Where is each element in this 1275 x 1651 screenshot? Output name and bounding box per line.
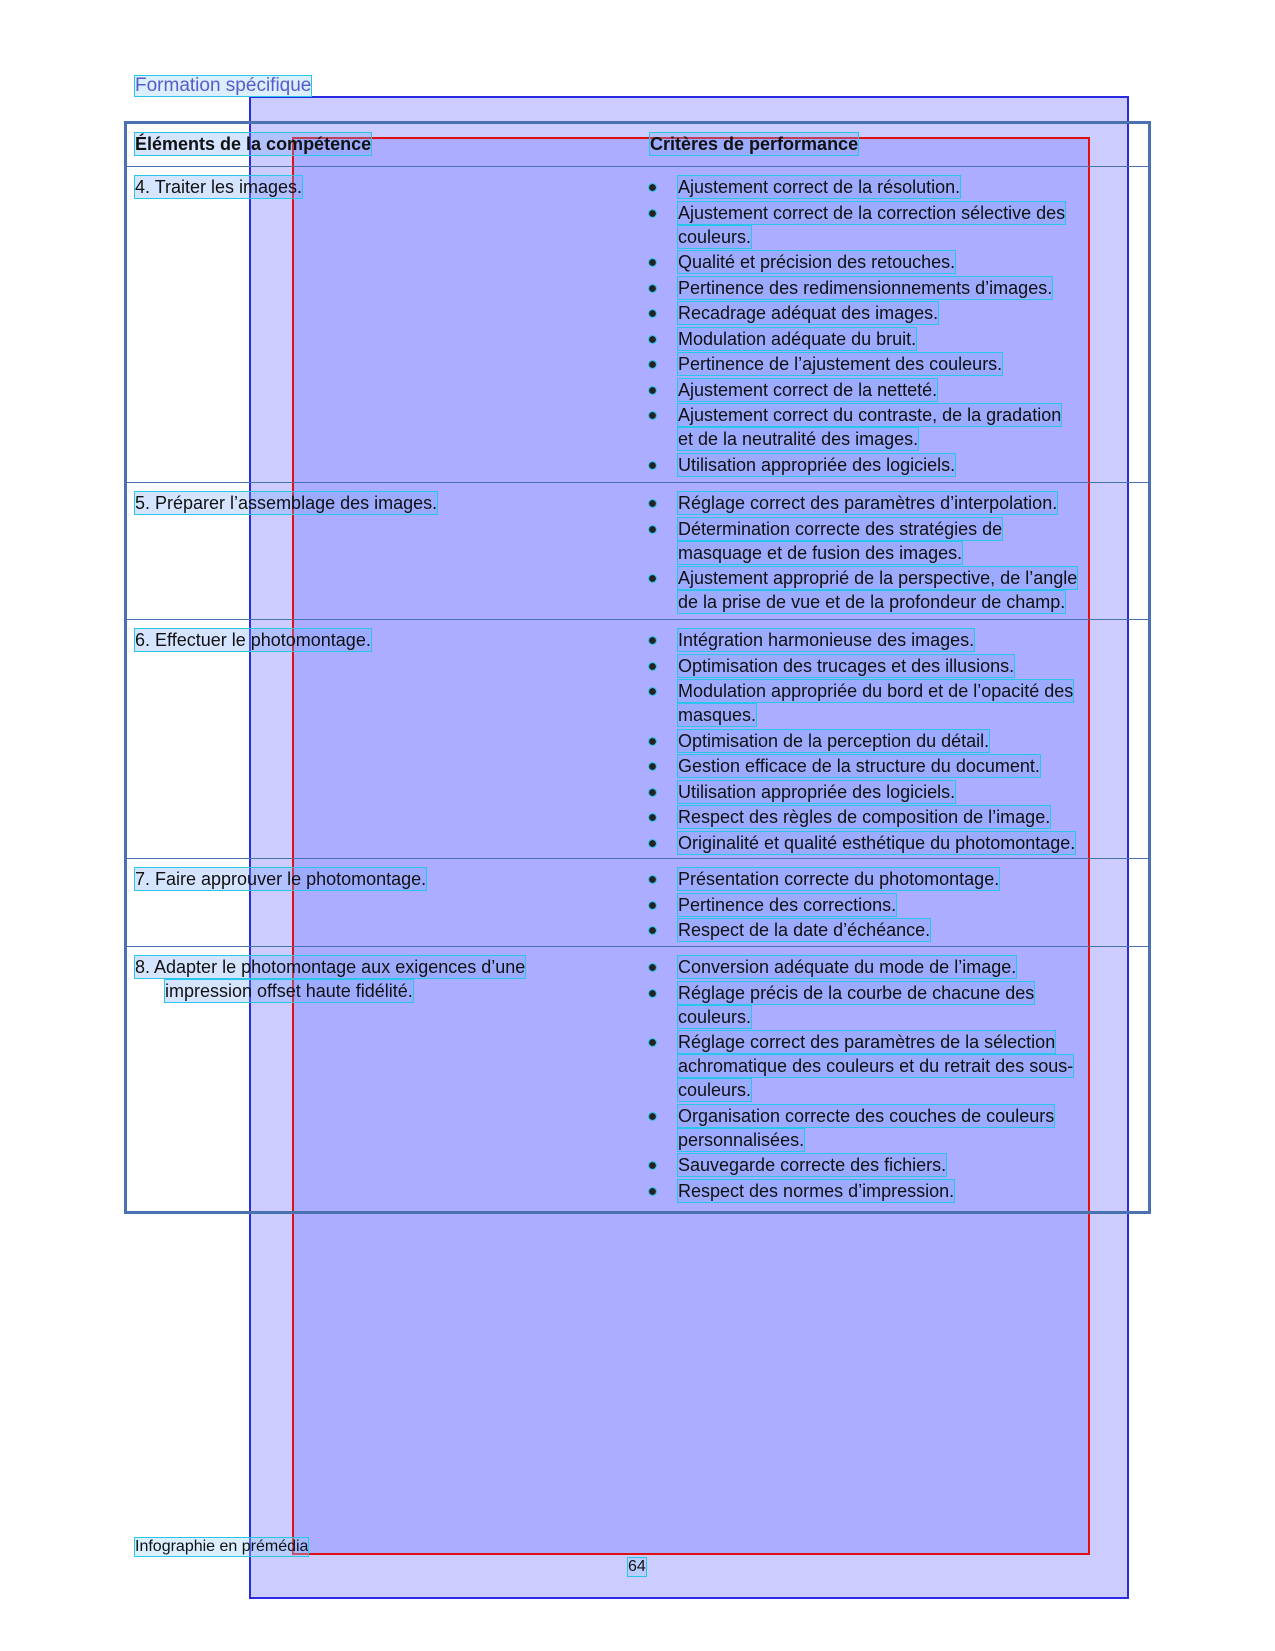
header-divider: [124, 166, 1151, 167]
competence-element: 5. Préparer l’assemblage des images.: [135, 493, 438, 513]
competence-element: 8. Adapter le photomontage aux exigences d’une: [135, 957, 526, 977]
performance-criterion: Organisation correcte des couches de couleurs: [678, 1105, 1055, 1126]
performance-criterion: Sauvegarde correcte des fichiers.: [678, 1155, 947, 1175]
bullet-icon: [649, 814, 656, 821]
bullet-icon: [649, 259, 656, 266]
bullet-icon: [649, 1039, 656, 1046]
performance-criterion: Réglage correct des paramètres de la sélection: [678, 1032, 1056, 1052]
bullet-icon: [649, 336, 656, 343]
performance-criterion: Qualité et précision des retouches.: [678, 252, 956, 272]
performance-criterion: Pertinence des redimensionnements d’images.: [678, 277, 1053, 298]
performance-criterion: couleurs.: [678, 1006, 752, 1027]
bullet-icon: [649, 738, 656, 745]
performance-criterion: Utilisation appropriée des logiciels.: [678, 454, 956, 475]
row-divider: [124, 482, 1151, 483]
bullet-icon: [649, 637, 656, 644]
competence-element: 4. Traiter les images.: [135, 177, 303, 197]
bullet-icon: [649, 310, 656, 317]
performance-criterion: Pertinence de l’ajustement des couleurs.: [678, 354, 1003, 374]
performance-criterion: Réglage correct des paramètres d’interpolation.: [678, 493, 1058, 513]
competence-element: 6. Effectuer le photomontage.: [135, 630, 371, 650]
bullet-icon: [649, 526, 656, 533]
performance-criterion: masquage et de fusion des images.: [678, 542, 963, 563]
performance-criterion: Pertinence des corrections.: [678, 894, 897, 915]
bullet-icon: [649, 876, 656, 883]
bullet-icon: [649, 763, 656, 770]
bullet-icon: [649, 927, 656, 934]
performance-criterion: Optimisation des trucages et des illusions.: [678, 655, 1015, 676]
row-divider: [124, 946, 1151, 947]
bullet-icon: [649, 285, 656, 292]
bullet-icon: [649, 184, 656, 191]
bullet-icon: [649, 1162, 656, 1169]
bullet-icon: [649, 1113, 656, 1120]
bullet-icon: [649, 500, 656, 507]
performance-criterion: Réglage précis de la courbe de chacune des: [678, 982, 1035, 1003]
performance-criterion: Originalité et qualité esthétique du photomontage.: [678, 832, 1076, 853]
performance-criterion: Respect des normes d’impression.: [678, 1180, 955, 1201]
bullet-icon: [649, 902, 656, 909]
performance-criterion: Optimisation de la perception du détail.: [678, 730, 990, 751]
performance-criterion: et de la neutralité des images.: [678, 429, 919, 449]
performance-criterion: de la prise de vue et de la profondeur de champ.: [678, 592, 1066, 612]
performance-criterion: achromatique des couleurs et du retrait des sous-: [678, 1056, 1074, 1076]
performance-criterion: Modulation adéquate du bruit.: [678, 328, 917, 349]
bullet-icon: [649, 1188, 656, 1195]
performance-criterion: couleurs.: [678, 226, 752, 247]
performance-criterion: Ajustement correct de la netteté.: [678, 379, 938, 400]
performance-criterion: Utilisation appropriée des logiciels.: [678, 781, 956, 802]
bullet-icon: [649, 840, 656, 847]
performance-criterion: Ajustement approprié de la perspective, de l’angle: [678, 568, 1078, 588]
bullet-icon: [649, 412, 656, 419]
row-divider: [124, 619, 1151, 620]
performance-criterion: Présentation correcte du photomontage.: [678, 869, 1000, 889]
performance-criterion: masques.: [678, 705, 757, 725]
performance-criterion: Conversion adéquate du mode de l’image.: [678, 957, 1017, 977]
bullet-icon: [649, 575, 656, 582]
bullet-icon: [649, 387, 656, 394]
bullet-icon: [649, 990, 656, 997]
performance-criterion: couleurs.: [678, 1080, 752, 1100]
bullet-icon: [649, 964, 656, 971]
performance-criterion: personnalisées.: [678, 1129, 805, 1150]
bullet-icon: [649, 462, 656, 469]
competence-element: impression offset haute fidélité.: [165, 981, 413, 1001]
bullet-icon: [649, 210, 656, 217]
bullet-icon: [649, 361, 656, 368]
performance-criterion: Recadrage adéquat des images.: [678, 303, 939, 323]
performance-criterion: Modulation appropriée du bord et de l’opacité des: [678, 681, 1074, 701]
footer-program-name: Infographie en prémédia: [135, 1538, 309, 1555]
row-divider: [124, 858, 1151, 859]
page-number: 64: [628, 1558, 646, 1575]
performance-criterion: Ajustement correct de la correction sélective des: [678, 202, 1066, 223]
bullet-icon: [649, 789, 656, 796]
bullet-icon: [649, 663, 656, 670]
bullet-icon: [649, 688, 656, 695]
performance-criterion: Respect de la date d’échéance.: [678, 920, 931, 940]
performance-criterion: Respect des règles de composition de l’image.: [678, 807, 1051, 827]
performance-criterion: Gestion efficace de la structure du document.: [678, 756, 1040, 776]
competence-element: 7. Faire approuver le photomontage.: [135, 869, 427, 889]
performance-criterion: Intégration harmonieuse des images.: [678, 630, 975, 650]
performance-criterion: Détermination correcte des stratégies de: [678, 518, 1003, 539]
column-header-criteria: Critères de performance: [650, 134, 859, 154]
column-header-elements: Éléments de la compétence: [135, 134, 372, 154]
performance-criterion: Ajustement correct du contraste, de la gradation: [678, 405, 1062, 425]
performance-criterion: Ajustement correct de la résolution.: [678, 177, 961, 197]
section-title: Formation spécifique: [135, 75, 312, 96]
